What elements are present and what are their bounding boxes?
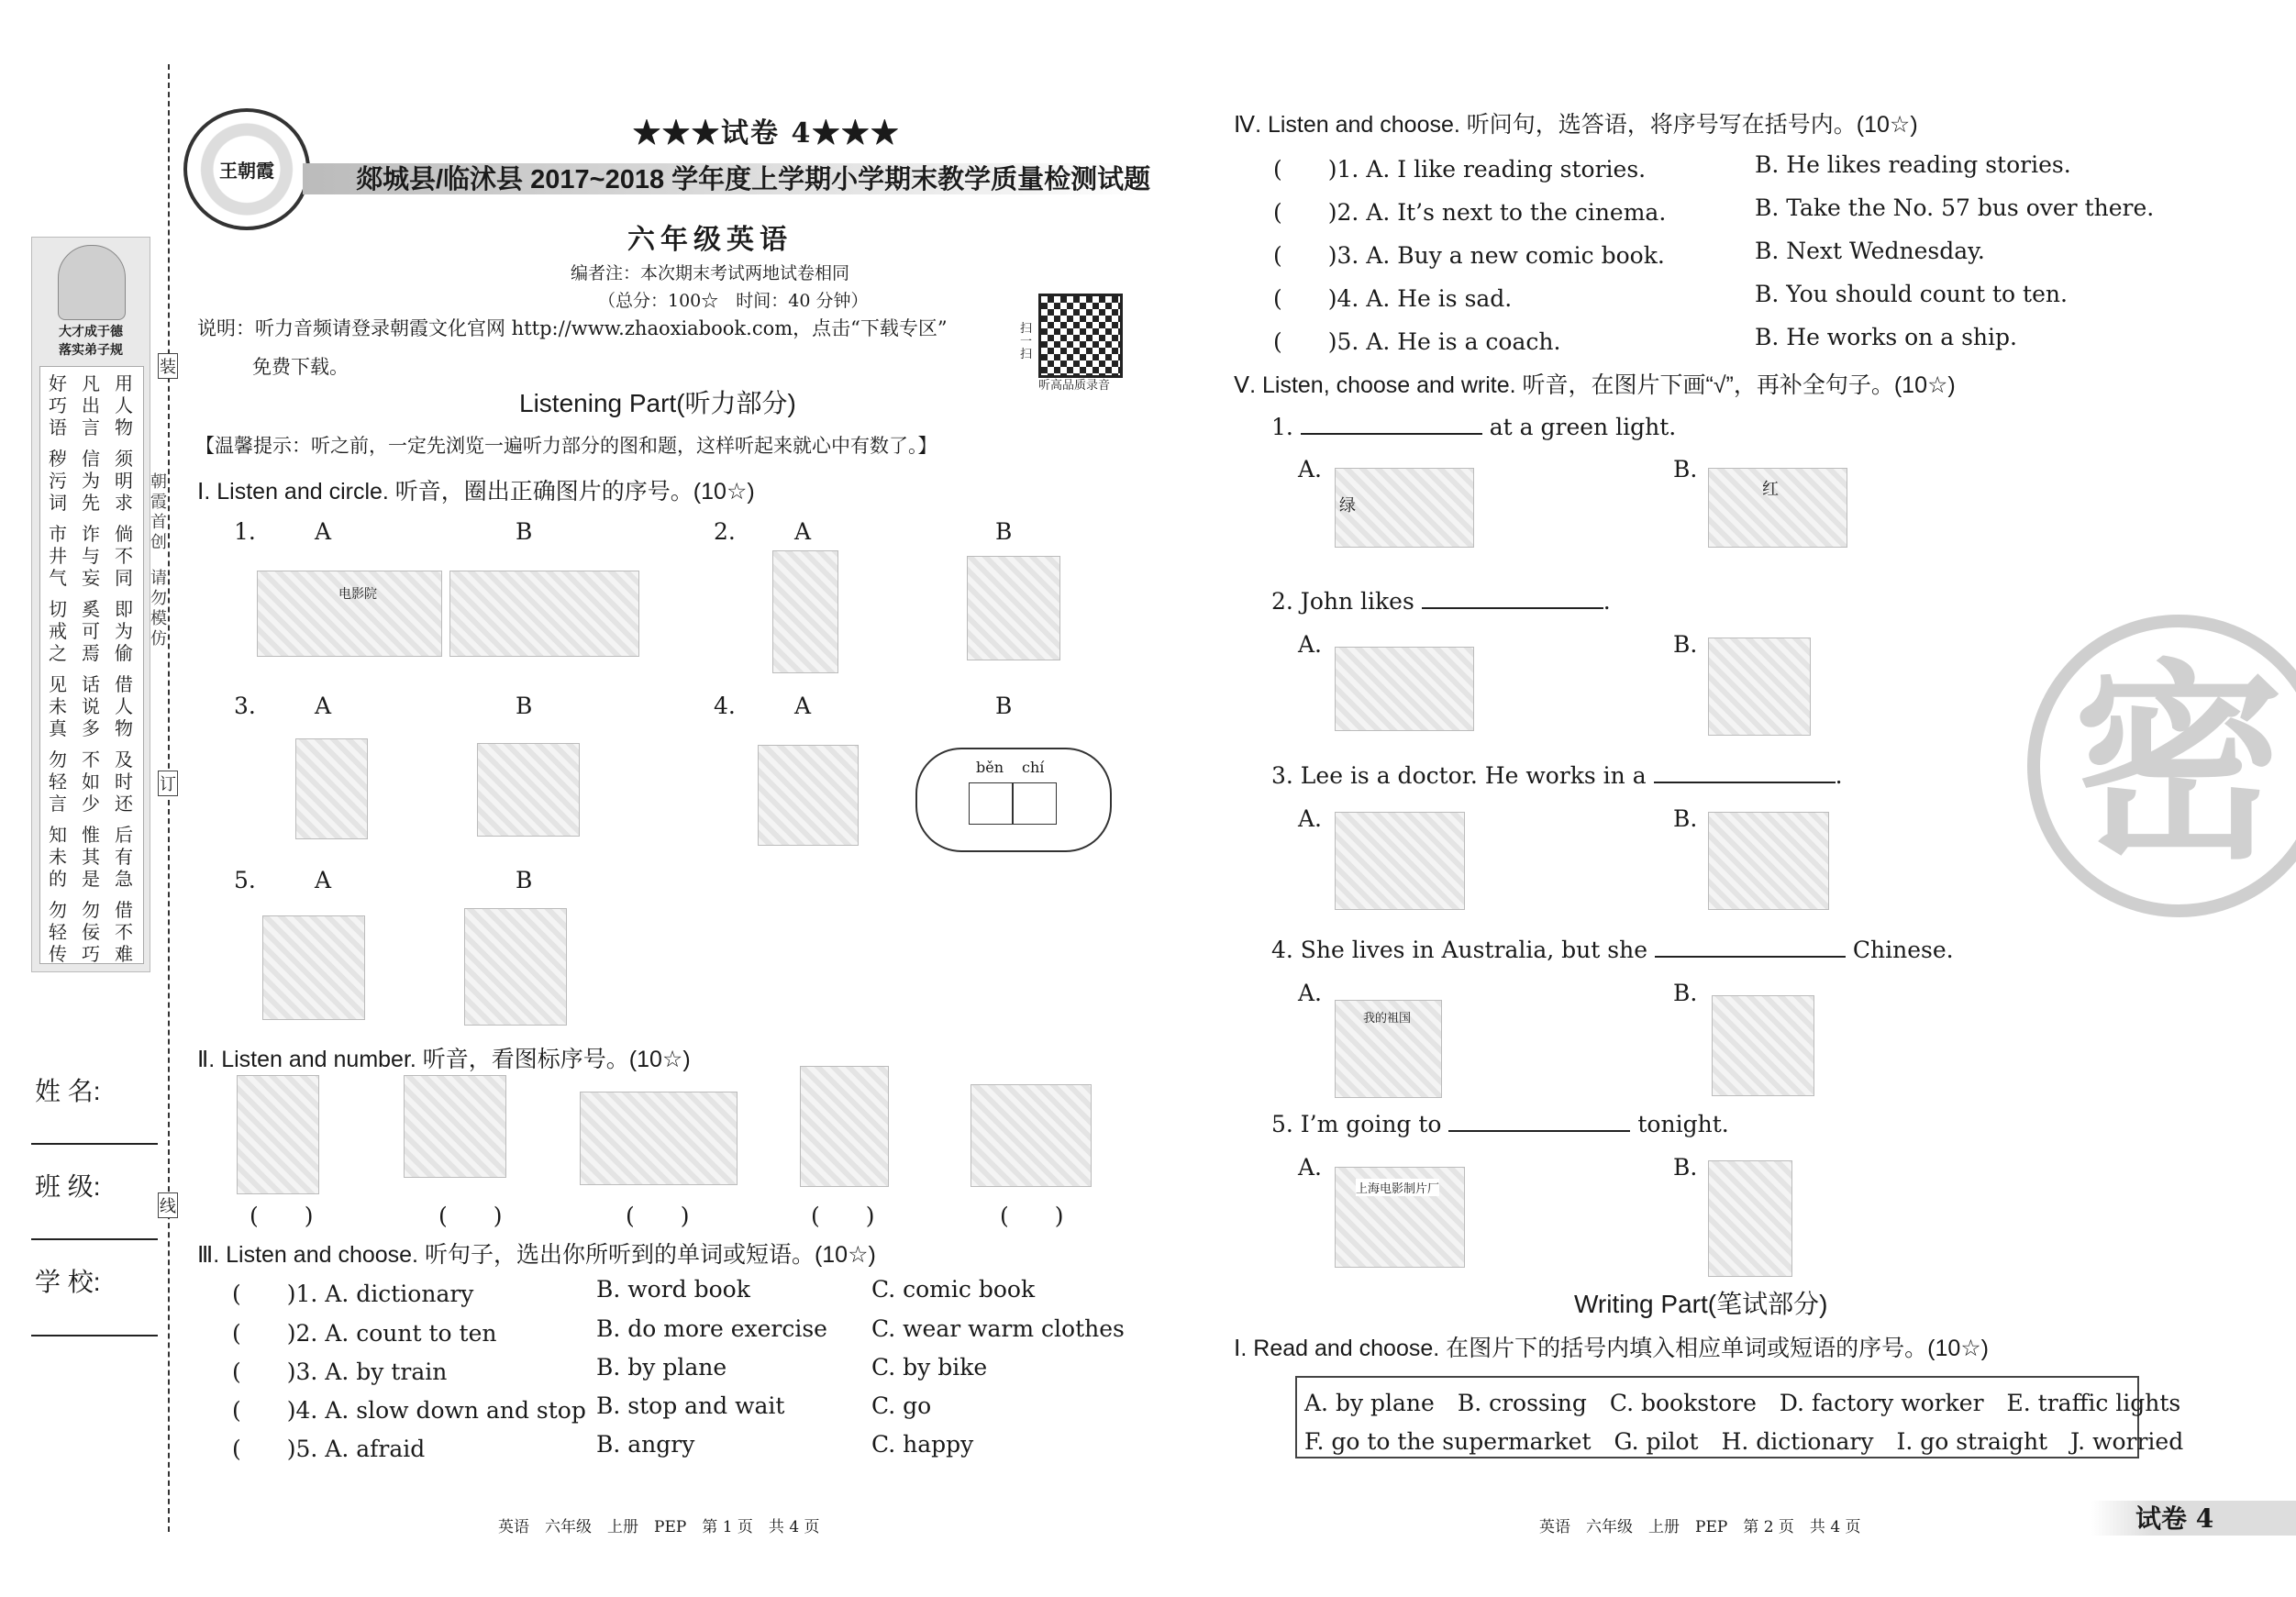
sec1-item4-pic-b <box>915 748 1112 852</box>
sec5-q2 <box>1271 587 1611 615</box>
sec3-row2-c: C. wear warm clothes <box>871 1315 1125 1342</box>
sec4-row1-a[interactable]: ( )1. A. I like reading stories. <box>1273 156 1647 183</box>
sec3-row2-q[interactable]: ( )2. A. count to ten <box>232 1320 497 1347</box>
motto-column: 借人物 <box>115 673 133 739</box>
sec1-item2-pic-b <box>967 556 1060 660</box>
motto-column: 即为偷 <box>115 598 133 664</box>
motto-column: 话说多 <box>82 673 100 739</box>
cinema-sign: 电影院 <box>338 587 377 602</box>
sec5-q1-pic-b <box>1708 468 1847 548</box>
sec3-row1-q[interactable]: ( )1. A. dictionary <box>232 1281 474 1307</box>
sec1-item5-pic-b <box>464 908 567 1026</box>
sec5-q4-post: Chinese. <box>1852 937 1954 963</box>
sec5-q1 <box>1271 413 1676 440</box>
sec5-q1-pic-a <box>1335 468 1474 548</box>
sec5-q5-pic-b <box>1708 1160 1792 1277</box>
sec4-row3-b: B. Next Wednesday. <box>1755 238 1985 264</box>
motto-column: 勿轻言 <box>49 749 67 815</box>
sec5-q4-pic-a <box>1335 1000 1442 1098</box>
sec4-title: Ⅳ. Listen and choose. 听问句，选答语，将序号写在括号内。(10☆) <box>1234 112 1918 138</box>
class-field[interactable] <box>31 1238 158 1240</box>
motto-column: 用人物 <box>115 372 133 438</box>
sec2-paren-2[interactable]: ( ) <box>438 1203 503 1229</box>
seal-mark-3: 线 <box>158 1192 178 1218</box>
seal-mark-2: 订 <box>158 771 178 796</box>
sec1-item2-a: A <box>794 518 812 545</box>
secret-seal-text: 密 <box>2072 647 2284 882</box>
writing-title: Writing Part(笔试部分) <box>1574 1290 1828 1318</box>
logo-text: 王朝霞 <box>219 160 274 182</box>
sec1-item1-a: A <box>315 518 332 545</box>
motto-column: 秽污词 <box>49 448 67 514</box>
sec1-item1-num: 1. <box>234 518 256 545</box>
pic-motherland-label: 我的祖国 <box>1363 1012 1412 1026</box>
sec1-item5-num: 5. <box>234 867 256 893</box>
motto-column: 借不难 <box>115 899 133 965</box>
sec2-pic-1 <box>237 1075 319 1194</box>
binding-line <box>168 64 170 1532</box>
sec1-item4-num: 4. <box>714 693 736 719</box>
sec5-title: Ⅴ. Listen, choose and write. 听音，在图片下画“√”，再补全句子。(10☆) <box>1234 372 1956 398</box>
listening-title: Listening Part(听力部分) <box>519 389 796 417</box>
sec1-item3-pic-b <box>477 743 580 837</box>
scholar-illustration <box>58 245 126 320</box>
motto-column: 切戒之 <box>49 598 67 664</box>
sec1-item3-b: B <box>516 693 533 719</box>
sec1-item3-a: A <box>315 693 332 719</box>
sec5-q2-post: . <box>1603 588 1611 615</box>
sec5-q2-b: B. <box>1673 631 1698 658</box>
sec1-item2-pic-a <box>772 550 838 673</box>
word-bank-line2: F. go to the supermarket G. pilot H. dictionary I. go straight J. worried <box>1304 1428 2184 1455</box>
sec5-q2-pre: 2. John likes <box>1271 588 1414 615</box>
sec5-q4-a: A. <box>1298 980 1323 1006</box>
word-bank-line1: A. by plane B. crossing C. bookstore D. factory worker E. traffic lights <box>1304 1390 2181 1416</box>
sec4-row4-a[interactable]: ( )4. A. He is sad. <box>1273 285 1513 312</box>
sec5-q5-b: B. <box>1673 1154 1698 1181</box>
sec4-row3-a[interactable]: ( )3. A. Buy a new comic book. <box>1273 242 1665 269</box>
tian-grid <box>969 782 1057 825</box>
sec3-row1-b: B. word book <box>596 1276 750 1303</box>
left-footer: 英语 六年级 上册 PEP 第 1 页 共 4 页 <box>498 1518 820 1536</box>
motto-column: 诈与妄 <box>82 523 100 589</box>
qr-side-label: 扫一扫 <box>1020 322 1033 361</box>
sec1-item2-num: 2. <box>714 518 736 545</box>
sec3-row4-c: C. go <box>871 1392 932 1419</box>
sec1-item5-b: B <box>516 867 533 893</box>
motto-column: 勿佞巧 <box>82 899 100 965</box>
sec5-q5 <box>1271 1110 1729 1137</box>
sec1-item5-a: A <box>315 867 332 893</box>
sec5-q2-blank[interactable] <box>1422 587 1603 609</box>
motto-column: 知未的 <box>49 824 67 890</box>
sec5-q4 <box>1271 936 1954 963</box>
motto-column: 惟其是 <box>82 824 100 890</box>
banner-top: 大才成于德 <box>59 325 123 339</box>
sec5-q3-post: . <box>1835 762 1843 789</box>
sec5-q5-a: A. <box>1298 1154 1323 1181</box>
sec2-paren-3[interactable]: ( ) <box>626 1203 690 1229</box>
motto-column: 后有急 <box>115 824 133 890</box>
sec5-q4-blank[interactable] <box>1655 936 1846 958</box>
motto-column: 奚可焉 <box>82 598 100 664</box>
sec5-q3 <box>1271 761 1843 789</box>
corner-tag: 试卷 4 <box>2135 1503 2214 1534</box>
motto-column: 市井气 <box>49 523 67 589</box>
name-field[interactable] <box>31 1143 158 1145</box>
sec5-q5-blank[interactable] <box>1448 1110 1630 1132</box>
sec5-q3-pic-a <box>1335 812 1465 910</box>
motto-column: 信为先 <box>82 448 100 514</box>
sec4-row2-b: B. Take the No. 57 bus over there. <box>1755 194 2155 221</box>
sec5-q2-a: A. <box>1298 631 1323 658</box>
vertical-note-2: 请勿模仿 <box>150 569 167 649</box>
sec5-q1-post: at a green light. <box>1489 414 1677 440</box>
class-label: 班 级: <box>35 1172 101 1201</box>
sec1-item3-pic-a <box>295 738 368 839</box>
listening-tip: 【温馨提示：听之前，一定先浏览一遍听力部分的图和题，这样听起来就心中有数了。】 <box>195 435 937 457</box>
sec5-q5-pre: 5. I’m going to <box>1271 1111 1442 1137</box>
banner-bottom: 落实弟子规 <box>59 343 123 358</box>
paper-number-text: 试卷 4 <box>721 117 813 150</box>
sec3-row3-c: C. by bike <box>871 1354 988 1381</box>
motto-column: 凡出言 <box>82 372 100 438</box>
sec3-row1-c: C. comic book <box>871 1276 1036 1303</box>
sec1-item4-pic-a <box>758 745 859 846</box>
logo-emblem <box>183 108 310 230</box>
pinyin-chi: chí <box>1022 759 1045 776</box>
seal-mark-1: 装 <box>158 353 178 379</box>
pic-red-label: 红 <box>1762 480 1779 499</box>
sec3-row5-b: B. angry <box>596 1431 695 1458</box>
qr-code[interactable] <box>1038 294 1123 378</box>
editor-note: 编者注：本次期末考试两地试卷相同 <box>571 263 850 283</box>
sec3-row2-b: B. do more exercise <box>596 1315 827 1342</box>
sec2-paren-1[interactable]: ( ) <box>250 1203 314 1229</box>
sec2-pic-2 <box>404 1075 506 1178</box>
sec5-q4-pic-b <box>1712 995 1814 1096</box>
sec5-q1-a: A. <box>1298 456 1323 482</box>
vertical-note-1: 朝霞首创 <box>150 472 167 552</box>
name-label: 姓 名: <box>35 1077 101 1105</box>
motto-column: 不如少 <box>82 749 100 815</box>
subject-title: 六年级英语 <box>627 224 793 256</box>
sec2-title: Ⅱ. Listen and number. 听音，看图标序号。(10☆) <box>197 1047 691 1072</box>
right-footer: 英语 六年级 上册 PEP 第 2 页 共 4 页 <box>1539 1518 1861 1536</box>
sec5-q3-pic-b <box>1708 812 1829 910</box>
paper-number: ★★★试卷 4★★★ <box>633 117 901 150</box>
sec5-q1-blank[interactable] <box>1301 413 1482 435</box>
sec1-item1-b: B <box>516 518 533 545</box>
motto-column: 及时还 <box>115 749 133 815</box>
sec3-row3-b: B. by plane <box>596 1354 727 1381</box>
motto-column: 见未真 <box>49 673 67 739</box>
school-field[interactable] <box>31 1335 158 1336</box>
sec5-q2-pic-a <box>1335 647 1474 731</box>
sec4-row1-b: B. He likes reading stories. <box>1755 151 2071 178</box>
sec5-q5-pic-a <box>1335 1167 1465 1268</box>
sec5-q2-pic-b <box>1708 638 1811 736</box>
sec3-row5-c: C. happy <box>871 1431 974 1458</box>
instruction-line2: 免费下载。 <box>252 356 349 378</box>
motto-column: 倘不同 <box>115 523 133 589</box>
score-time: （总分：100☆ 时间：40 分钟） <box>598 291 869 311</box>
sec1-item5-pic-a <box>262 915 365 1020</box>
sec2-paren-5[interactable]: ( ) <box>1000 1203 1064 1229</box>
sec3-row3-q[interactable]: ( )3. A. by train <box>232 1359 448 1385</box>
sec4-row5-a[interactable]: ( )5. A. He is a coach. <box>1273 328 1561 355</box>
sec5-q1-b: B. <box>1673 456 1698 482</box>
sec5-q5-post: tonight. <box>1637 1111 1729 1137</box>
qr-caption: 听高品质录音 <box>1038 379 1111 393</box>
motto-column: 须明求 <box>115 448 133 514</box>
motto-column: 好巧语 <box>49 372 67 438</box>
sec5-q4-pre: 4. She lives in Australia, but she <box>1271 937 1647 963</box>
sec4-row5-b: B. He works on a ship. <box>1755 324 2017 350</box>
sec1-item4-a: A <box>794 693 812 719</box>
sec3-title: Ⅲ. Listen and choose. 听句子，选出你所听到的单词或短语。(10☆) <box>197 1242 876 1268</box>
sec1-item1-pic-b <box>449 571 639 657</box>
sec1-item1-pic-a <box>257 571 442 657</box>
sec5-q3-a: A. <box>1298 805 1323 832</box>
sec4-row4-b: B. You should count to ten. <box>1755 281 2068 307</box>
exam-title: 郯城县/临沭县 2017~2018 学年度上学期小学期末教学质量检测试题 <box>356 165 1151 194</box>
sec3-row4-b: B. stop and wait <box>596 1392 785 1419</box>
sec1-item4-b: B <box>995 693 1013 719</box>
sec1-item3-num: 3. <box>234 693 256 719</box>
school-label: 学 校: <box>35 1268 101 1296</box>
motto-column: 勿轻传 <box>49 899 67 965</box>
sec5-q1-pre: 1. <box>1271 414 1293 440</box>
sec1-title: Ⅰ. Listen and circle. 听音，圈出正确图片的序号。(10☆) <box>197 479 755 505</box>
sec5-q3-pre: 3. Lee is a doctor. He works in a <box>1271 762 1647 789</box>
sec2-pic-4 <box>800 1066 889 1187</box>
sec3-row5-q[interactable]: ( )5. A. afraid <box>232 1436 426 1462</box>
pinyin-ben: běn <box>976 759 1004 776</box>
sec4-row2-a[interactable]: ( )2. A. It’s next to the cinema. <box>1273 199 1667 226</box>
sec5-q3-blank[interactable] <box>1654 761 1836 783</box>
sec2-paren-4[interactable]: ( ) <box>811 1203 875 1229</box>
sec2-pic-3 <box>580 1092 738 1185</box>
sec2-pic-5 <box>971 1084 1092 1187</box>
sec5-q4-b: B. <box>1673 980 1698 1006</box>
instruction-line1: 说明：听力音频请登录朝霞文化官网 http://www.zhaoxiabook.com，点击“下载专区” <box>197 317 948 339</box>
pic-green-label: 绿 <box>1339 496 1356 516</box>
pic-studio-label: 上海电影制片厂 <box>1356 1179 1439 1196</box>
secret-seal <box>2027 615 2296 917</box>
w1-title: Ⅰ. Read and choose. 在图片下的括号内填入相应单词或短语的序号。(10☆) <box>1234 1336 1990 1361</box>
sec3-row4-q[interactable]: ( )4. A. slow down and stop <box>232 1397 586 1424</box>
sec5-q3-b: B. <box>1673 805 1698 832</box>
word-bank-box <box>1295 1376 2184 1458</box>
sec1-item2-b: B <box>995 518 1013 545</box>
